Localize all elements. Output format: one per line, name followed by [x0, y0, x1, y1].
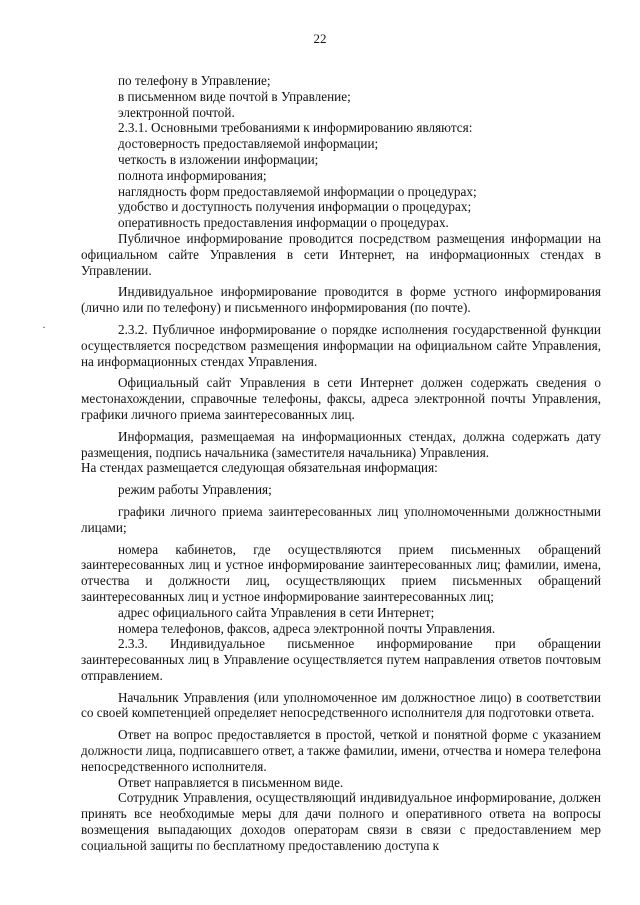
- list-item: в письменном виде почтой в Управление;: [118, 88, 351, 104]
- list-item: четкость в изложении информации;: [118, 151, 319, 167]
- list-item: электронной почтой.: [118, 104, 235, 120]
- paragraph: Ответ направляется в письменном виде.: [118, 774, 344, 790]
- paragraph: Официальный сайт Управления в сети Интернет должен содержать сведения о местонахождении, справочные телефоны, факсы, адреса электронной почты Управления, графики личного приема заинтересованных лиц.: [81, 375, 601, 422]
- paragraph: Информация, размещаемая на информационных стендах, должна содержать дату размещения, подпись начальника (заместителя начальника) Управления.: [81, 428, 601, 460]
- margin-mark: ·: [42, 320, 46, 334]
- page-number: 22: [313, 31, 327, 46]
- list-item: графики личного приема заинтересованных лиц уполномоченными должностными лицами;: [81, 503, 601, 535]
- paragraph: Индивидуальное информирование проводится в форме устного информирования (лично или по телефону) и письменного информирования (по почте).: [81, 284, 601, 316]
- section-paragraph: 2.3.2. Публичное информирование о порядке исполнения государственной функции осуществляется посредством размещения информации на официальном сайте Управления, на информационных стендах Управления.: [81, 321, 601, 369]
- list-item: адрес официального сайта Управления в сети Интернет;: [118, 604, 435, 620]
- list-item: по телефону в Управление;: [118, 73, 271, 88]
- list-item: наглядность форм предоставляемой информации о процедурах;: [118, 183, 477, 199]
- list-item: оперативность предоставления информации о процедурах.: [118, 215, 449, 231]
- section-paragraph: 2.3.3. Индивидуальное письменное информирование при обращении заинтересованных лиц в Управление осуществляется путем направления ответов почтовым отправлением.: [81, 636, 601, 683]
- list-item: номера кабинетов, где осуществляются прием письменных обращений заинтересованных лиц и устное информирование заинтересованных лиц; фамилии, имена, отчества и должности лиц, осуществляющих прием письменных обращений заинтересованных лиц и устное информирование заинтересованных лиц;: [81, 541, 601, 604]
- list-item: достоверность предоставляемой информации;: [118, 136, 379, 152]
- list-item: полнота информирования;: [118, 167, 267, 183]
- section-heading: 2.3.1. Основными требованиями к информированию являются:: [118, 120, 473, 136]
- list-item: режим работы Управления;: [118, 482, 272, 498]
- list-item: удобство и доступность получения информации о процедурах;: [118, 199, 472, 215]
- paragraph: На стендах размещается следующая обязательная информация:: [81, 460, 438, 476]
- paragraph: Начальник Управления (или уполномоченное им должностное лицо) в соответствии со своей компетенцией определяет непосредственного исполнителя для подготовки ответа.: [81, 689, 601, 721]
- list-item: номера телефонов, факсов, адреса электронной почты Управления.: [118, 620, 496, 636]
- paragraph: Ответ на вопрос предоставляется в простой, четкой и понятной форме с указанием должности лица, подписавшего ответ, а также фамилии, имени, отчества и номера телефона непосредственного исполнителя.: [81, 727, 601, 774]
- paragraph: Сотрудник Управления, осуществляющий индивидуальное информирование, должен принять все необходимые меры для дачи полного и оперативного ответа на вопросы возмещения выпадающих доходов операторам связи в связи с предоставлением мер социальной защиты по бесплатному предоставлению доступа к: [81, 790, 601, 853]
- paragraph: Публичное информирование проводится посредством размещения информации на официальном сайте Управления в сети Интернет, на информационных стендах в Управлении.: [81, 230, 601, 278]
- document-body: [81, 73, 601, 854]
